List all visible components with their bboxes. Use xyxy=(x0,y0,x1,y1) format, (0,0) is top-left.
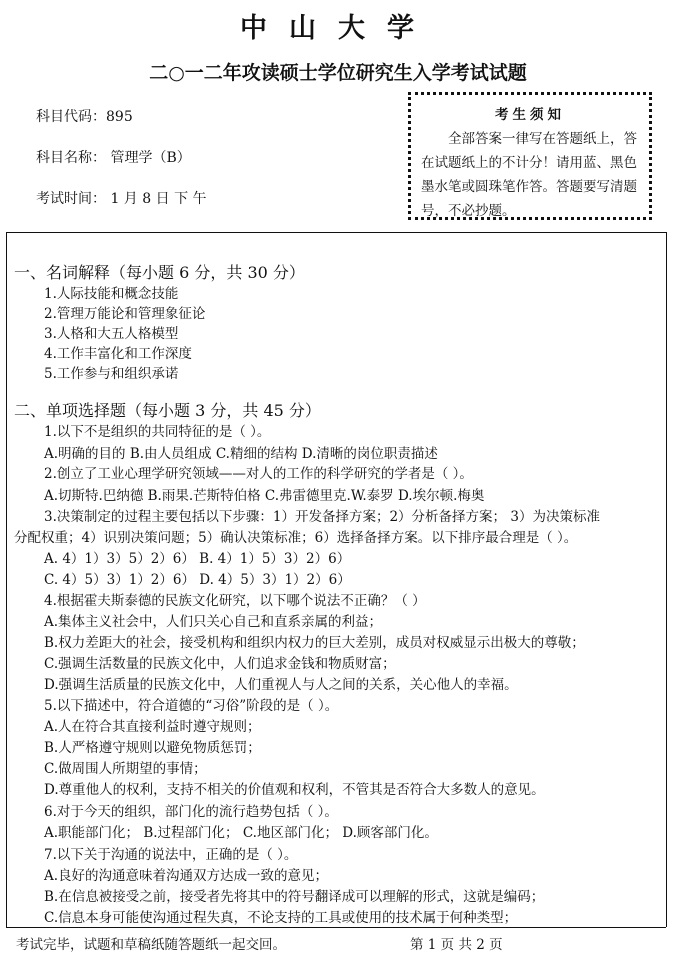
exam-title: 二○一二年攻读硕士学位研究生入学考试试题 xyxy=(149,62,527,84)
option-line: C.强调生活数量的民族文化中，人们追求金钱和物质财富； xyxy=(44,656,396,672)
term-item: 3.人格和大五人格模型 xyxy=(44,326,179,342)
candidate-notice-box xyxy=(408,92,652,220)
page-number: 第 1 页 共 2 页 xyxy=(410,937,503,953)
footer-instruction: 考试完毕，试题和草稿纸随答题纸一起交回。 xyxy=(16,937,286,953)
question-line: 1.以下不是组织的共同特征的是（ ）。 xyxy=(44,424,271,440)
exam-time: 考试时间： 1 月 8 日 下 午 xyxy=(36,191,207,207)
option-line: C.做周围人所期望的事情； xyxy=(44,761,207,777)
section2-heading: 二、单项选择题（每小题 3 分，共 45 分） xyxy=(14,401,321,420)
top-rule xyxy=(6,232,666,233)
option-line: A.良好的沟通意味着沟通双方达成一致的意见； xyxy=(44,868,329,884)
term-item: 1.人际技能和概念技能 xyxy=(44,286,179,302)
option-line: B.人严格遵守规则以避免物质惩罚； xyxy=(44,740,261,756)
option-line: B.在信息被接受之前，接受者先将其中的符号翻译成可以理解的形式，这就是编码； xyxy=(44,889,545,905)
section1-heading: 一、名词解释（每小题 6 分，共 30 分） xyxy=(14,263,305,282)
term-item: 2.管理万能论和管理象征论 xyxy=(44,306,206,322)
question-line: 3.决策制定的过程主要包括以下步骤：1）开发备择方案；2）分析备择方案； 3）为决策标准 xyxy=(44,509,600,525)
notice-body: 全部答案一律写在答题纸上，答在试题纸上的不计分！请用蓝、黑色墨水笔或圆珠笔作答。答题要写清题号，不必抄题。 xyxy=(421,131,637,219)
university-name: 中山大学 xyxy=(240,13,436,44)
option-line: D.强调生活质量的民族文化中，人们重视人与人之间的关系，关心他人的幸福。 xyxy=(44,677,518,693)
notice-title: 考生须知 xyxy=(495,107,565,123)
option-line: A.集体主义社会中，人们只关心自己和直系亲属的利益； xyxy=(44,614,383,630)
bottom-rule xyxy=(6,927,666,928)
option-line: C.信息本身可能使沟通过程失真，不论支持的工具或使用的技术属于何种类型； xyxy=(44,910,518,926)
option-line: A.切斯特.巴纳德 B.雨果.芒斯特伯格 C.弗雷德里克.W.泰罗 D.埃尔顿.梅奥 xyxy=(44,488,485,504)
question-line: 5.以下描述中，符合道德的“习俗”阶段的是（ ）。 xyxy=(44,698,339,714)
question-line: 7.以下关于沟通的说法中，正确的是（ ）。 xyxy=(44,847,298,863)
option-line: A.明确的目的 B.由人员组成 C.精细的结构 D.清晰的岗位职责描述 xyxy=(44,446,438,462)
question-line: 6.对于今天的组织，部门化的流行趋势包括（ ）。 xyxy=(44,804,338,820)
question-line: 4.根据霍夫斯泰德的民族文化研究，以下哪个说法不正确？（ ） xyxy=(44,593,426,609)
option-line: A. 4）1）3）5）2）6） B. 4）1）5）3）2）6） xyxy=(44,551,351,567)
subject-name: 科目名称： 管理学（B） xyxy=(36,150,191,166)
term-item: 4.工作丰富化和工作深度 xyxy=(44,346,192,362)
subject-code: 科目代码：895 xyxy=(36,109,133,125)
option-line: A.人在符合其直接利益时遵守规则； xyxy=(44,719,261,735)
option-line: D.尊重他人的权利，支持不相关的价值观和权利，不管其是否符合大多数人的意见。 xyxy=(44,782,545,798)
question-line: 2.创立了工业心理学研究领域——对人的工作的科学研究的学者是（ ）。 xyxy=(44,466,473,482)
right-border xyxy=(666,232,667,927)
question-line: 分配权重；4）识别决策问题；5）确认决策标准；6）选择备择方案。以下排序最合理是（ ）。 xyxy=(14,530,578,546)
option-line: C. 4）5）3）1）2）6） D. 4）5）3）1）2）6） xyxy=(44,572,351,588)
term-item: 5.工作参与和组织承诺 xyxy=(44,366,179,382)
left-border xyxy=(6,232,7,927)
option-line: B.权力差距大的社会，接受机构和组织内权力的巨大差别，成员对权威显示出极大的尊敬； xyxy=(44,635,585,651)
option-line: A.职能部门化； B.过程部门化； C.地区部门化； D.顾客部门化。 xyxy=(44,825,438,841)
